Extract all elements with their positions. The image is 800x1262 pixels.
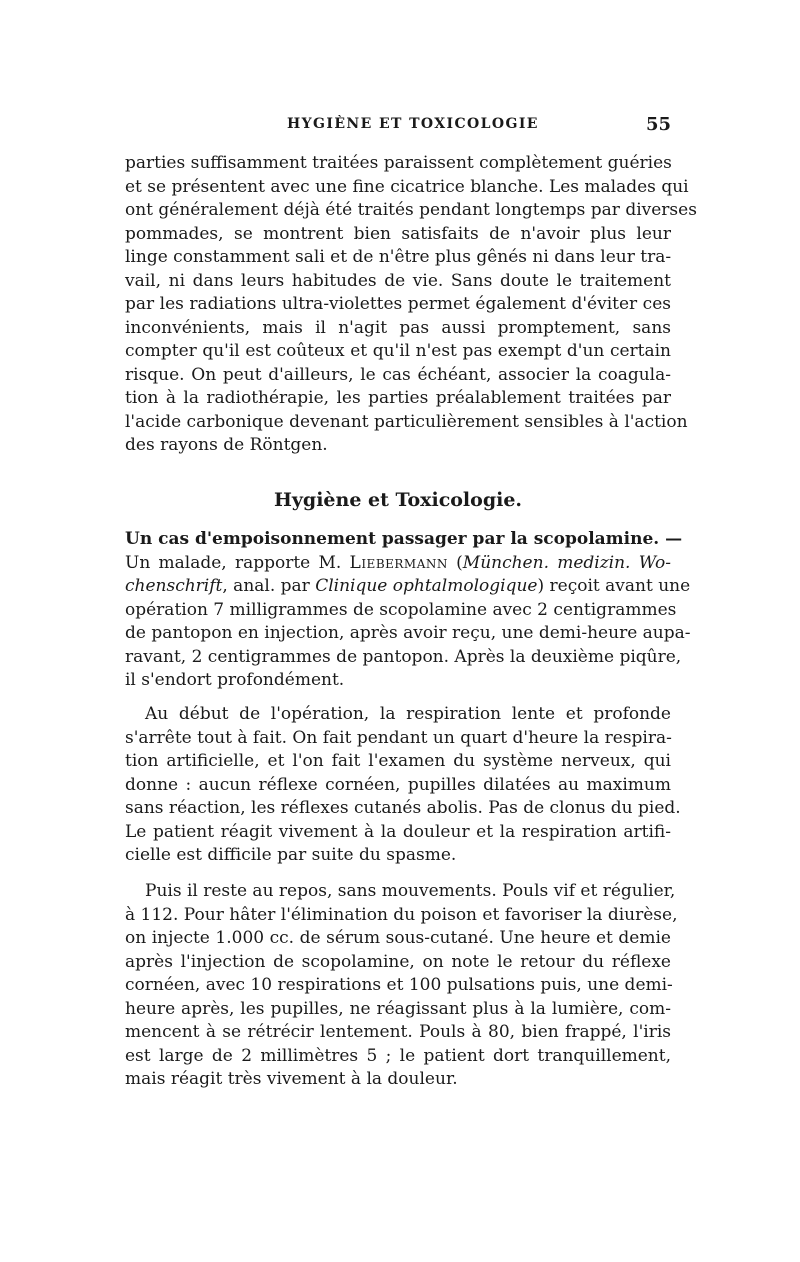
journal-name: Clinique ophtalmologique <box>315 576 538 596</box>
text-line: Au début de l'opération, la respiration lente et profonde <box>145 704 671 724</box>
text-line: cielle est difficile par suite du spasme. <box>125 845 457 865</box>
text-line: parties suffisamment traitées paraissent complètement guéries <box>125 153 672 173</box>
text-line: mais réagit très vivement à la douleur. <box>125 1069 458 1089</box>
section-heading: Hygiène et Toxicologie. <box>273 489 523 511</box>
running-title: HYGIÈNE ET TOXICOLOGIE <box>287 116 539 132</box>
running-header <box>125 116 671 140</box>
text-line: il s'endort profondément. <box>125 670 345 690</box>
text-line: opération 7 milligrammes de scopolamine avec 2 centigrammes <box>125 599 677 620</box>
text-line: ont généralement déjà été traités pendant longtemps par diverses <box>125 200 697 220</box>
text-line: après l'injection de scopolamine, on note le retour du réflexe <box>125 951 671 972</box>
text-line: par les radiations ultra-violettes permet également d'éviter ces <box>125 294 671 314</box>
text-line: mencent à se rétrécir lentement. Pouls à 80, bien frappé, l'iris <box>125 1022 671 1042</box>
text-line: est large de 2 millimètres 5 ; le patient dort tranquillement, <box>125 1045 671 1066</box>
text-line <box>125 575 691 599</box>
text-line: à 112. Pour hâter l'élimination du poison et favoriser la diurèse, <box>125 904 678 925</box>
text-fragment: Un malade, rapporte M. <box>125 552 350 573</box>
text-line <box>125 552 671 576</box>
text-line: pommades, se montrent bien satisfaits de n'avoir plus leur <box>125 223 671 244</box>
text-fragment: ( <box>447 552 463 573</box>
text-line: tion à la radiothérapie, les parties préalablement traitées par <box>125 388 671 408</box>
text-line: cornéen, avec 10 respirations et 100 pulsations puis, une demi- <box>125 975 673 995</box>
text-line: de pantopon en injection, après avoir reçu, une demi-heure aupa- <box>125 623 691 643</box>
text-line: linge constamment sali et de n'être plus gênés ni dans leur tra- <box>125 247 672 267</box>
text-line: compter qu'il est coûteux et qu'il n'est pas exempt d'un certain <box>125 341 671 361</box>
text-line: et se présentent avec une fine cicatrice blanche. Les malades qui <box>125 176 689 197</box>
paragraph-continued <box>125 152 697 458</box>
text-line: risque. On peut d'ailleurs, le cas échéant, associer la coagula- <box>125 364 671 385</box>
text-line: ravant, 2 centigrammes de pantopon. Après la deuxième piqûre, <box>125 646 682 667</box>
journal-name: chenschrift <box>125 576 223 596</box>
text-fragment: , anal. par <box>222 576 316 596</box>
paragraph-recovery <box>125 880 678 1092</box>
text-line: l'acide carbonique devenant particulièrement sensibles à l'action <box>125 411 688 432</box>
text-line: vail, ni dans leurs habitudes de vie. Sans doute le traitement <box>125 270 671 291</box>
text-line: Le patient réagit vivement à la douleur et la respiration artifi- <box>125 821 671 842</box>
text-line: inconvénients, mais il n'agit pas aussi promptement, sans <box>125 317 671 338</box>
text-line: on injecte 1.000 cc. de sérum sous-cutané. Une heure et demie <box>125 928 671 948</box>
text-line: des rayons de Röntgen. <box>125 435 328 455</box>
text-line: s'arrête tout à fait. On fait pendant un quart d'heure la respira- <box>125 727 672 748</box>
author-name: Liebermann <box>349 552 448 573</box>
paragraph-respiration <box>125 703 681 868</box>
page-number: 55 <box>645 114 671 135</box>
text-line: heure après, les pupilles, ne réagissant plus à la lumière, com- <box>125 998 671 1019</box>
article-paragraph <box>125 528 691 693</box>
text-line: Puis il reste au repos, sans mouvements. Pouls vif et régulier, <box>145 881 676 901</box>
journal-name: München. medizin. Wo- <box>462 552 672 573</box>
text-line: donne : aucun réflexe cornéen, pupilles dilatées au maximum <box>125 774 671 795</box>
text-line: tion artificielle, et l'on fait l'examen du système nerveux, qui <box>125 751 671 771</box>
text-fragment: ) reçoit avant une <box>537 576 691 596</box>
text-line: sans réaction, les réflexes cutanés abolis. Pas de clonus du pied. <box>125 798 681 818</box>
article-title: Un cas d'empoisonnement passager par la scopolamine. — <box>125 529 683 549</box>
